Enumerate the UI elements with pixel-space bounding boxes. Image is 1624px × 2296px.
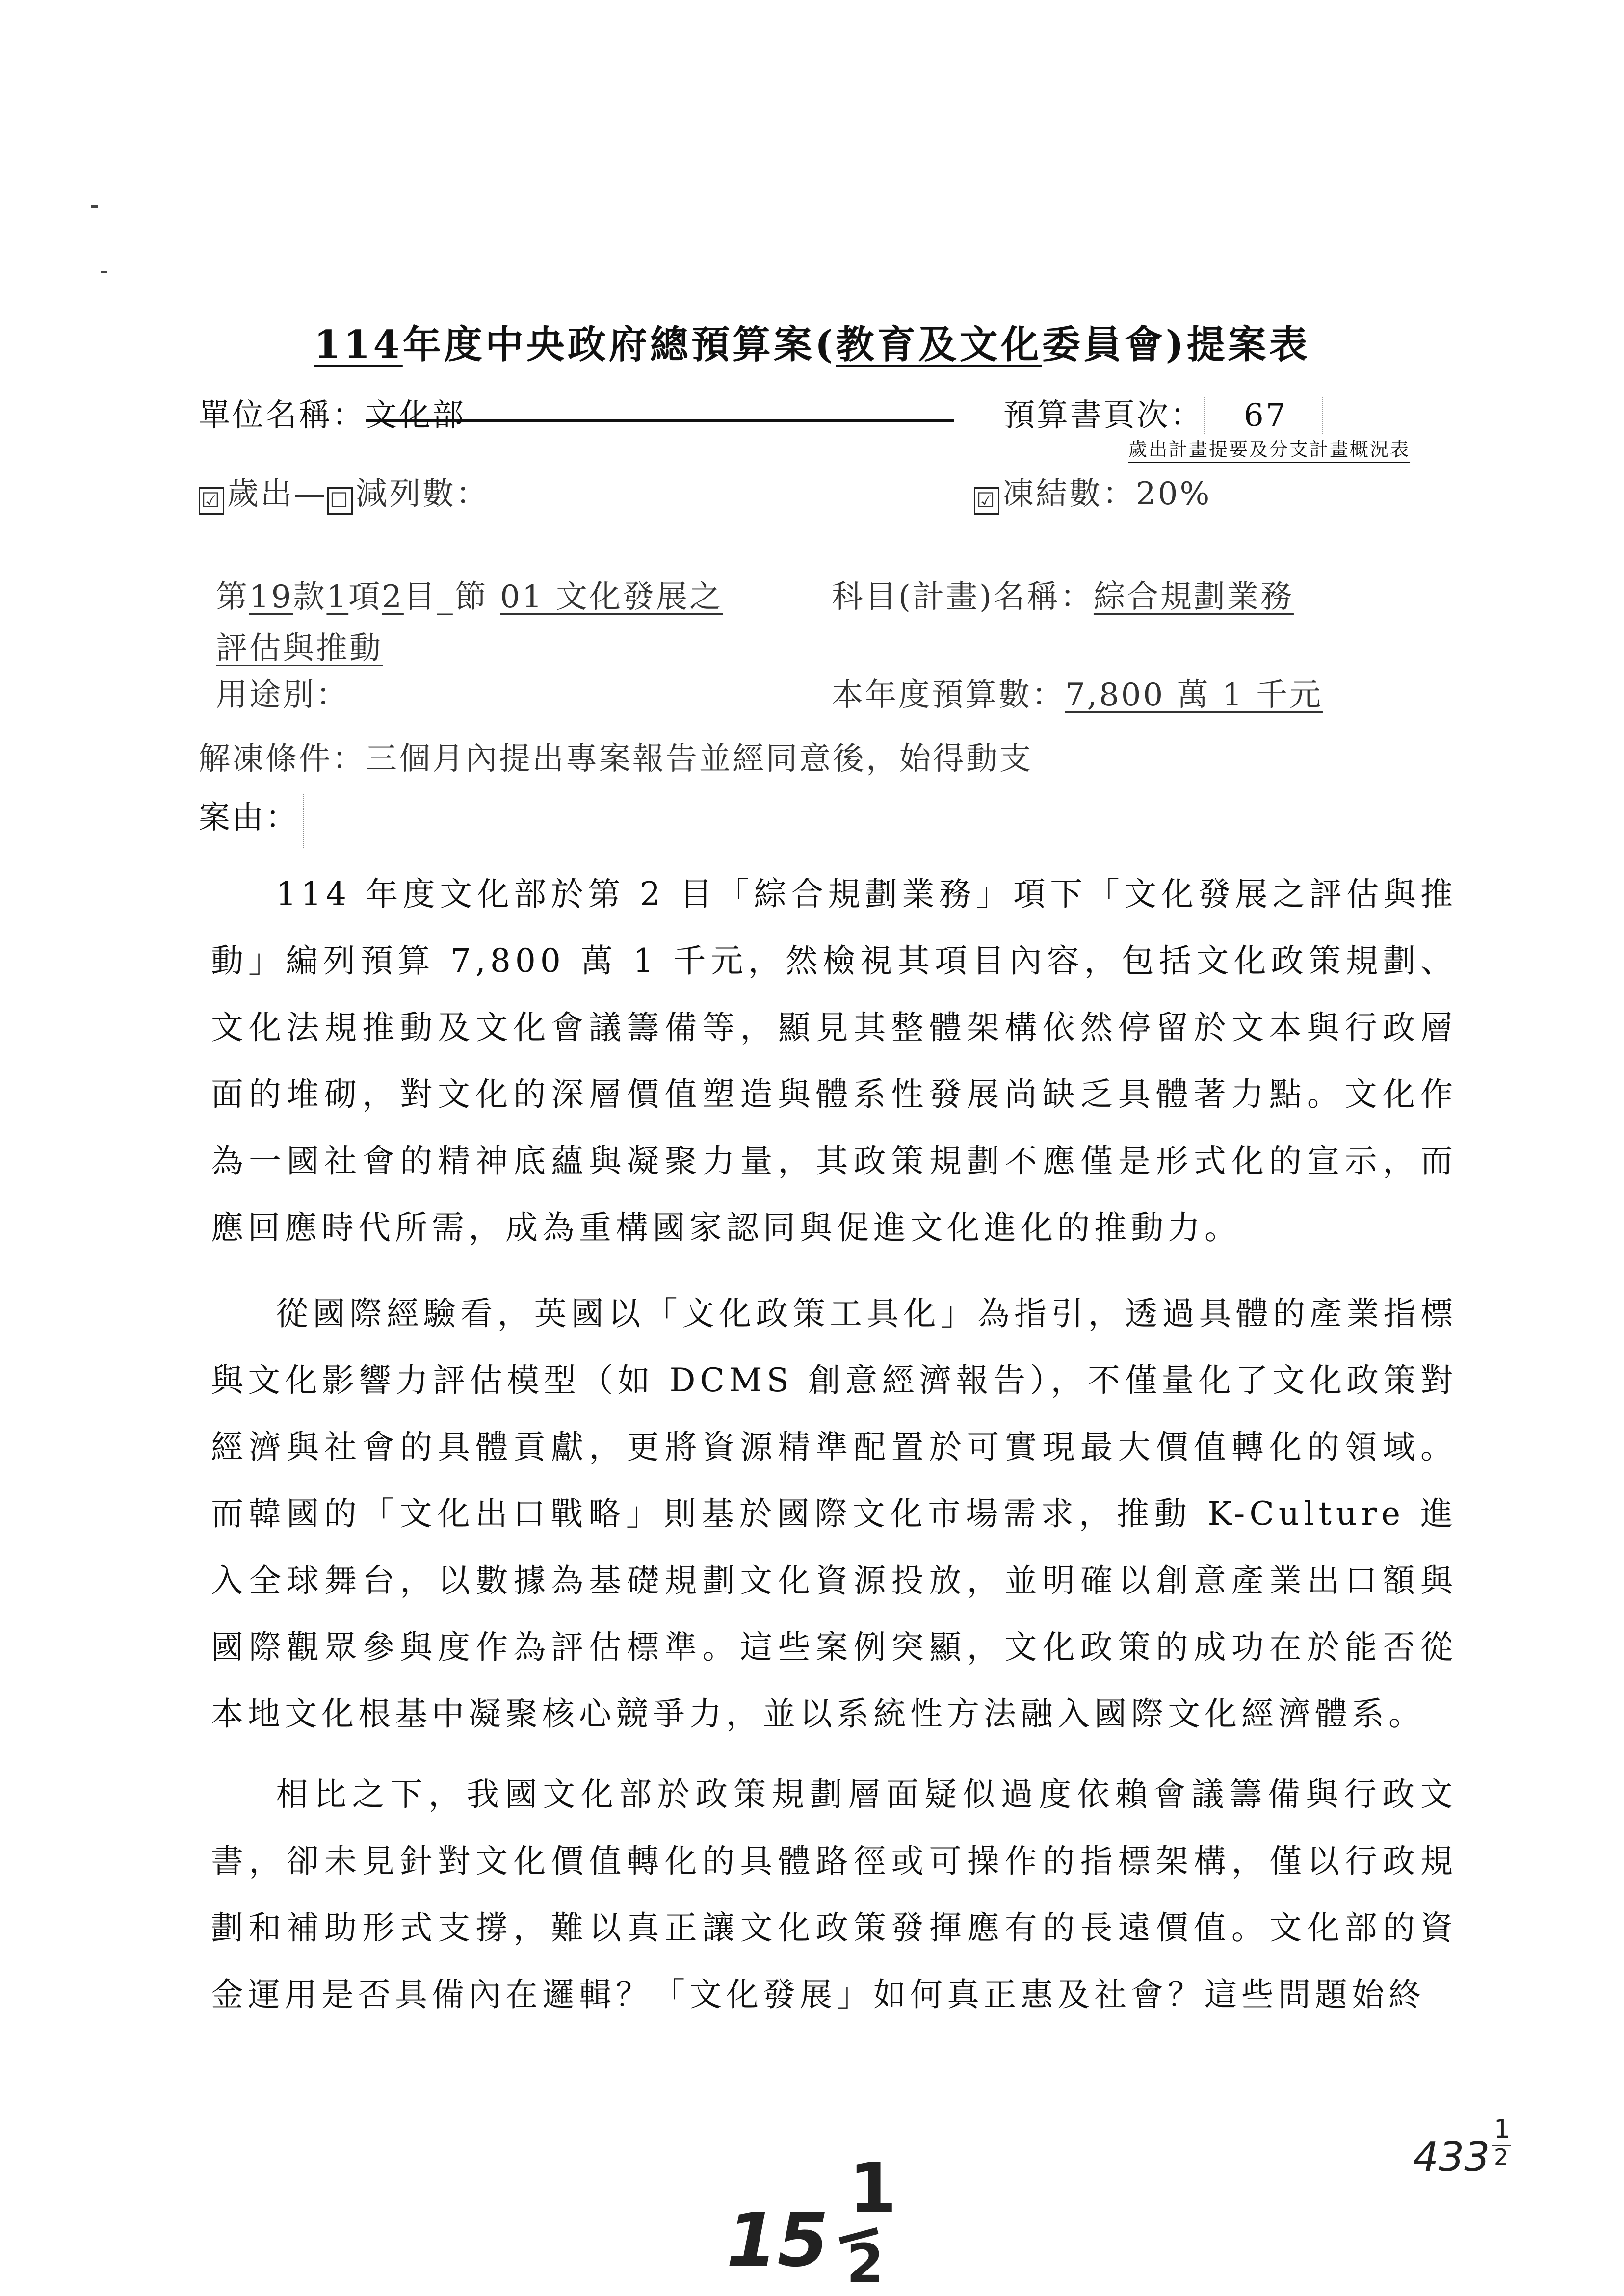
freeze-label: 凍結數： xyxy=(1002,476,1136,512)
xiang-suffix: 項 xyxy=(348,579,382,615)
budget-page-row xyxy=(1003,390,1323,435)
annual-budget-row xyxy=(832,670,1323,715)
freeze-checkbox[interactable]: ☑ xyxy=(974,487,999,515)
unfreeze-value: 三個月內提出專案報告並經同意後，始得動支 xyxy=(366,741,1033,777)
unfreeze-row xyxy=(199,733,1033,779)
case-paragraph-3: 相比之下，我國文化部於政策規劃層面疑似過度依賴會議籌備與行政文書，卻未見針對文化價值轉化的具體路徑或可操作的指標架構，僅以行政規劃和補助形式支撐，難以真正讓文化政策發揮應有的長遠價值。文化部的資金運用是否具備內在邏輯？「文化發展」如何真正惠及社會？這些問題始終 xyxy=(211,1775,1457,2013)
page-number-numerator: 1 xyxy=(849,2149,897,2229)
subject-label: 科目(計畫)名稱： xyxy=(832,579,1094,615)
mu-suffix: 目 xyxy=(403,579,437,615)
expenditure-label: 歲出 xyxy=(227,476,294,512)
expenditure-checkbox[interactable]: ☑ xyxy=(199,487,224,515)
jie-value-continuation xyxy=(216,623,383,668)
reduce-label: 減列數： xyxy=(356,476,489,512)
case-label: 案由： xyxy=(199,800,299,836)
jie-suffix: 節 xyxy=(454,579,488,615)
unit-name-row xyxy=(199,390,954,435)
case-paragraph-2: 從國際經驗看，英國以「文化政策工具化」為指引，透過具體的產業指標與文化影響力評估模型（如 DCMS 創意經濟報告），不僅量化了文化政策對經濟與社會的具體貢獻，更將資源精準配置於可實現最大價值轉化的領域。而韓國的「文化出口戰略」則基於國際文化市場需求，推動 K-Culture 進入全球舞台，以數據為基礎規劃文化資源投放，並明確以創意產業出口額與國際觀眾參與度作為評估標準。這些案例突顯，文化政策的成功在於能否從本地文化根基中凝聚核心競爭力，並以系統性方法融入國際文化經濟體系。 xyxy=(211,1295,1457,1733)
corner-number-numerator: 1 xyxy=(1494,2114,1511,2144)
budget-page-label: 預算書頁次： xyxy=(1003,397,1204,434)
jie-blank: _ xyxy=(437,579,455,615)
xiang-value: 1 xyxy=(326,579,349,615)
kuan-suffix: 款 xyxy=(293,579,327,615)
classification-row xyxy=(216,572,723,617)
reduce-checkbox[interactable]: ☐ xyxy=(327,487,353,515)
unfreeze-label: 解凍條件： xyxy=(199,741,366,777)
annual-budget-label: 本年度預算數： xyxy=(832,677,1065,713)
dash-separator: — xyxy=(294,476,327,512)
title-committee: 教育及文化 xyxy=(836,322,1042,367)
expenditure-options xyxy=(199,469,489,515)
case-paragraph-1: 114 年度文化部於第 2 目「綜合規劃業務」項下「文化發展之評估與推動」編列預算 7,800 萬 1 千元，然檢視其項目內容，包括文化政策規劃、文化法規推動及文化會議籌備等，顯見其整體架構依然停留於文本與行政層面的堆砌，對文化的深層價值塑造與體系性發展尚缺乏具體著力點。文化作為一國社會的精神底蘊與凝聚力量，其政策規劃不應僅是形式化的宣示，而應回應時代所需，成為重構國家認同與促進文化進化的推動力。 xyxy=(211,875,1457,1247)
mu-value: 2 xyxy=(382,579,404,615)
page-number-denominator: 2 xyxy=(846,2232,884,2295)
annual-budget-value: 7,800 萬 1 千元 xyxy=(1065,677,1323,713)
handwritten-corner-number xyxy=(1413,2114,1541,2193)
subject-row xyxy=(832,572,1294,617)
unit-name-value: 文化部 xyxy=(366,397,466,434)
page-number-whole: 15 xyxy=(726,2198,829,2283)
kuan-prefix: 第 xyxy=(216,579,249,615)
scan-mark xyxy=(101,271,107,273)
title-year: 114 xyxy=(314,322,403,367)
freeze-value: 20% xyxy=(1136,476,1212,512)
jie-value-line1: 01 文化發展之 xyxy=(500,579,723,615)
scan-mark xyxy=(91,205,98,208)
cursor-marker xyxy=(303,794,304,848)
kuan-value: 19 xyxy=(249,579,293,615)
case-row xyxy=(199,792,304,848)
corner-number-whole: 433 xyxy=(1413,2134,1490,2181)
title-part1: 年度中央政府總預算案( xyxy=(402,322,836,367)
page-title xyxy=(314,314,1310,369)
title-part2: 委員會)提案表 xyxy=(1042,322,1310,367)
corner-number-denominator: 2 xyxy=(1494,2144,1509,2170)
budget-page-value: 67 xyxy=(1244,397,1288,434)
unit-name-label: 單位名稱： xyxy=(199,397,366,434)
handwritten-page-number xyxy=(726,2149,932,2295)
budget-page-note: 歲出計畫提要及分支計畫概況表 xyxy=(1128,439,1411,460)
budget-page-box xyxy=(1204,397,1323,434)
usage-row xyxy=(216,670,349,715)
freeze-option xyxy=(974,469,1211,515)
jie-value-line2: 評估與推動 xyxy=(216,630,383,667)
subject-value: 綜合規劃業務 xyxy=(1093,579,1294,615)
unit-name-field xyxy=(366,390,954,434)
usage-label: 用途別： xyxy=(216,677,349,713)
